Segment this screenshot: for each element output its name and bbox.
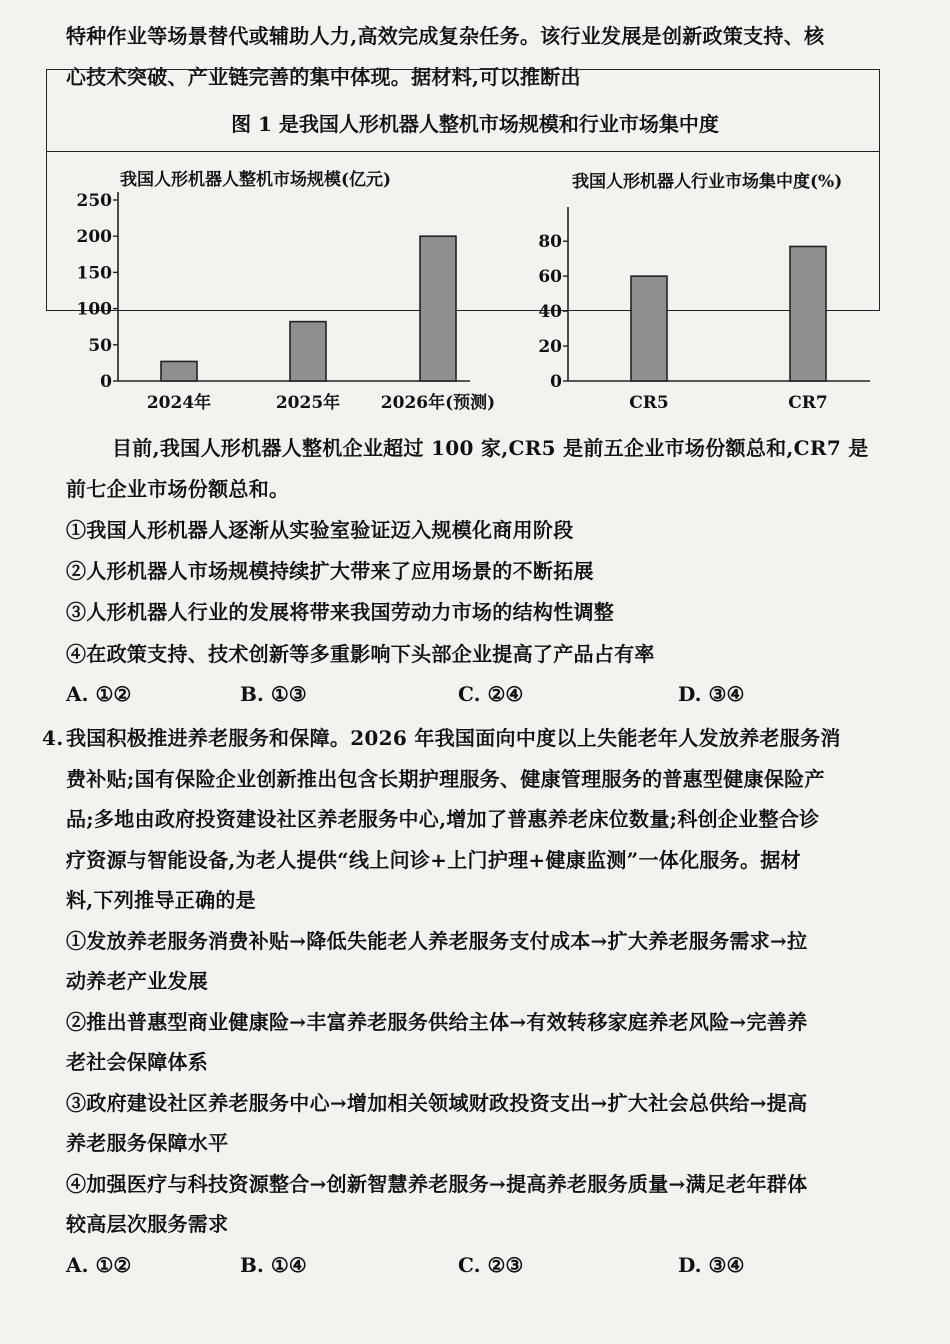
q4-statement-2b: 老社会保障体系	[66, 1050, 209, 1074]
q4-option-a[interactable]: A. ①②	[66, 1253, 132, 1277]
intro-line-2: 心技术突破、产业链完善的集中体现。据材料,可以推断出	[66, 65, 581, 89]
chart2-bar-1	[790, 246, 826, 381]
chart1-category-label-0: 2024年	[146, 393, 212, 413]
chart1-title: 我国人形机器人整机市场规模(亿元)	[120, 170, 392, 190]
chart2-category-label-0: CR5	[629, 393, 669, 413]
q3-note-line-1: 目前,我国人形机器人整机企业超过 100 家,CR5 是前五企业市场份额总和,CR7 是	[112, 436, 869, 460]
chart1-category-label-1: 2025年	[275, 393, 341, 413]
q4-option-c[interactable]: C. ②③	[458, 1253, 524, 1277]
chart1-market-size	[77, 191, 496, 413]
chart2-ytick-label-2: 40	[538, 302, 562, 323]
q4-stem-line-2: 费补贴;国有保险企业创新推出包含长期护理服务、健康管理服务的普惠型健康保险产	[66, 767, 825, 791]
chart2-title: 我国人形机器人行业市场集中度(%)	[572, 172, 843, 192]
q3-option-c[interactable]: C. ②④	[458, 682, 524, 706]
q4-option-d[interactable]: D. ③④	[678, 1253, 745, 1277]
q3-option-d[interactable]: D. ③④	[678, 682, 745, 706]
q4-stem-line-5: 料,下列推导正确的是	[66, 888, 256, 912]
q3-statement-3: ③人形机器人行业的发展将带来我国劳动力市场的结构性调整	[66, 600, 615, 624]
q3-statement-1: ①我国人形机器人逐渐从实验室验证迈入规模化商用阶段	[66, 518, 574, 542]
intro-line-1: 特种作业等场景替代或辅助人力,高效完成复杂任务。该行业发展是创新政策支持、核	[66, 24, 825, 48]
chart1-bar-1	[290, 322, 326, 381]
figure-title: 图 1 是我国人形机器人整机市场规模和行业市场集中度	[231, 112, 719, 136]
chart1-category-label-2: 2026年(预测)	[380, 393, 496, 413]
chart1-ytick-label-0: 0	[100, 372, 112, 392]
chart2-ytick-label-4: 80	[538, 232, 562, 253]
q4-statement-3a: ③政府建设社区养老服务中心→增加相关领域财政投资支出→扩大社会总供给→提高	[66, 1091, 808, 1115]
q4-statement-4b: 较高层次服务需求	[66, 1212, 229, 1236]
q3-statement-4: ④在政策支持、技术创新等多重影响下头部企业提高了产品占有率	[66, 642, 655, 666]
chart2-bar-0	[631, 276, 667, 381]
q4-statement-1a: ①发放养老服务消费补贴→降低失能老人养老服务支付成本→扩大养老服务需求→拉	[66, 929, 808, 953]
chart1-ytick-label-1: 50	[88, 335, 112, 356]
chart1-ytick-label-5: 250	[76, 191, 112, 211]
chart1-ytick-label-3: 150	[76, 263, 112, 284]
chart1-ytick-label-2: 100	[76, 299, 112, 320]
q4-number: 4.	[42, 726, 64, 750]
q4-statement-1b: 动养老产业发展	[66, 969, 209, 993]
q4-statement-2a: ②推出普惠型商业健康险→丰富养老服务供给主体→有效转移家庭养老风险→完善养	[66, 1010, 808, 1034]
q4-option-b[interactable]: B. ①④	[240, 1253, 307, 1277]
chart1-ytick-label-4: 200	[76, 227, 112, 248]
q3-note-line-2: 前七企业市场份额总和。	[66, 477, 290, 501]
q4-statement-3b: 养老服务保障水平	[66, 1131, 229, 1155]
chart2-concentration	[538, 207, 870, 413]
chart1-bar-0	[161, 361, 197, 381]
q3-option-b[interactable]: B. ①③	[240, 682, 307, 706]
q4-stem-line-4: 疗资源与智能设备,为老人提供“线上问诊+上门护理+健康监测”一体化服务。据材	[66, 848, 801, 872]
chart2-ytick-label-0: 0	[550, 372, 562, 392]
q3-statement-2: ②人形机器人市场规模持续扩大带来了应用场景的不断拓展	[66, 559, 594, 583]
q4-statement-4a: ④加强医疗与科技资源整合→创新智慧养老服务→提高养老服务质量→满足老年群体	[66, 1172, 808, 1196]
charts-svg	[0, 0, 950, 430]
chart2-ytick-label-1: 20	[538, 337, 562, 358]
q3-option-a[interactable]: A. ①②	[66, 682, 132, 706]
q4-stem-line-1: 我国积极推进养老服务和保障。2026 年我国面向中度以上失能老年人发放养老服务消	[66, 726, 841, 750]
chart1-bar-2	[420, 236, 456, 381]
chart2-ytick-label-3: 60	[538, 267, 562, 288]
q4-stem-line-3: 品;多地由政府投资建设社区养老服务中心,增加了普惠养老床位数量;科创企业整合诊	[66, 807, 820, 831]
chart2-category-label-1: CR7	[788, 393, 828, 413]
